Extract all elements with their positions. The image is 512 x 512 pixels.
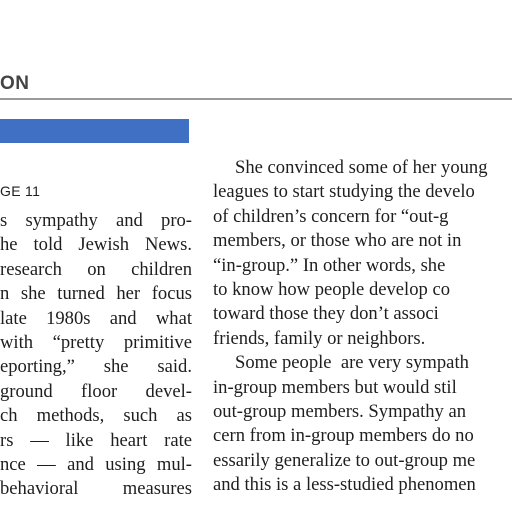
left-line: eporting,” she said. — [0, 356, 192, 378]
right-line: “in-group.” In other words, she — [213, 254, 446, 276]
right-line: essarily generalize to out-group me — [213, 449, 476, 471]
left-line: he told Jewish News. — [0, 234, 192, 256]
left-line: behavioral measures — [0, 478, 192, 500]
right-line: to know how people develop co — [213, 279, 451, 301]
right-line: and this is a less-studied phenomen — [213, 474, 476, 496]
left-line: nce — and using mul- — [0, 454, 192, 476]
paragraph-first-line: Some people are very sympath — [235, 352, 469, 374]
header-rule — [0, 98, 512, 100]
right-column — [213, 156, 512, 498]
right-line: friends, family or neighbors. — [213, 327, 426, 349]
left-line: rs — like heart rate — [0, 429, 192, 451]
right-line: out-group members. Sympathy an — [213, 401, 467, 423]
left-line: research on children — [0, 258, 192, 280]
right-line: in-group members but would stil — [213, 376, 457, 398]
left-column — [0, 209, 192, 502]
continued-from-label: GE 11 — [0, 183, 41, 199]
left-line: late 1980s and what — [0, 307, 192, 329]
left-line: with “pretty primitive — [0, 332, 192, 354]
left-line: n she turned her focus — [0, 283, 192, 305]
right-line: cern from in-group members do no — [213, 425, 474, 447]
left-line: ground floor devel- — [0, 380, 192, 402]
section-label: ON — [0, 73, 30, 94]
right-line: members, or those who are not in — [213, 230, 462, 252]
right-line: toward those they don’t associ — [213, 303, 439, 325]
paragraph-first-line: She convinced some of her young — [235, 157, 488, 178]
section-color-bar — [0, 119, 189, 143]
right-line: of children’s concern for “out-g — [213, 205, 449, 227]
right-line: leagues to start studying the develo — [213, 181, 475, 203]
left-line: s sympathy and pro- — [0, 210, 192, 231]
left-line: ch methods, such as — [0, 405, 192, 427]
